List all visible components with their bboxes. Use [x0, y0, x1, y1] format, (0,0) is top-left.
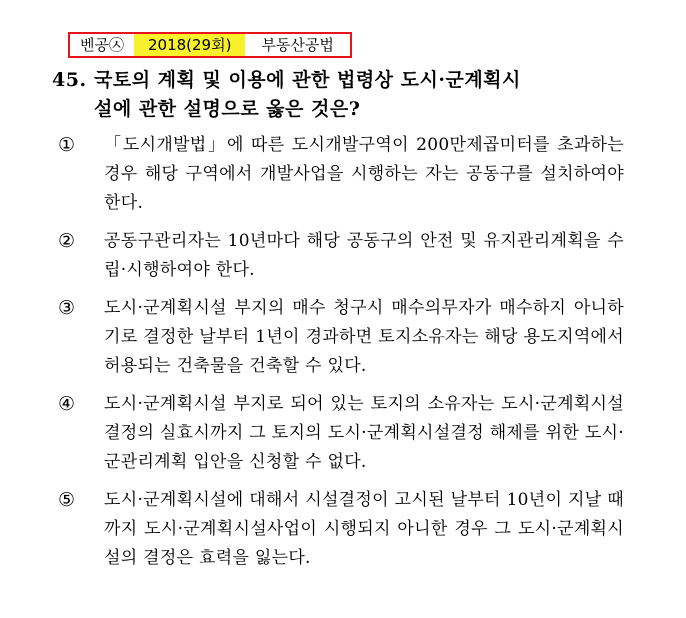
question-text-line2: 설에 관한 설명으로 옳은 것은?	[94, 98, 361, 120]
exam-year-tag: 2018(29회)	[134, 34, 245, 56]
answer-option-4[interactable]	[58, 390, 638, 477]
option-marker: ②	[58, 230, 76, 252]
answer-option-2[interactable]	[58, 227, 638, 285]
option-marker: ⑤	[58, 489, 76, 511]
option-text: 도시·군계획시설 부지의 매수 청구시 매수의무자가 매수하지 아니하기로 결정한 날부터 1년이 경과하면 토지소유자는 해당 용도지역에서 허용되는 건축물을 건축할 수 있다.	[104, 298, 624, 376]
answer-options	[58, 131, 638, 582]
subject-tag: 벤공㉦	[70, 34, 134, 56]
option-text: 도시·군계획시설 부지로 되어 있는 토지의 소유자는 도시·군계획시설결정의 실효시까지 그 토지의 도시·군계획시설결정 해제를 위한 도시·군관리계획 입안을 신청할 수 없다.	[104, 394, 624, 472]
law-tag: 부동산공법	[245, 34, 349, 56]
question-number: 45.	[52, 69, 87, 91]
option-marker: ④	[58, 393, 76, 415]
option-text: 공동구관리자는 10년마다 해당 공동구의 안전 및 유지관리계획을 수립·시행하여야 한다.	[104, 231, 624, 280]
option-marker: ①	[58, 134, 76, 156]
option-text: 「도시개발법」에 따른 도시개발구역이 200만제곱미터를 초과하는 경우 해당 구역에서 개발사업을 시행하는 자는 공동구를 설치하여야 한다.	[104, 135, 624, 213]
option-marker: ③	[58, 297, 76, 319]
answer-option-3[interactable]	[58, 294, 638, 381]
answer-option-1[interactable]	[58, 131, 638, 218]
answer-option-5[interactable]	[58, 486, 638, 573]
question-text-line1: 국토의 계획 및 이용에 관한 법령상 도시·군계획시	[94, 69, 521, 91]
option-text: 도시·군계획시설에 대해서 시설결정이 고시된 날부터 10년이 지날 때까지 도시·군계획시설사업이 시행되지 아니한 경우 그 도시·군계획시설의 결정은 효력을 잃는다.	[104, 490, 624, 568]
question-stem	[52, 66, 632, 124]
exam-tag-bar	[68, 32, 352, 58]
